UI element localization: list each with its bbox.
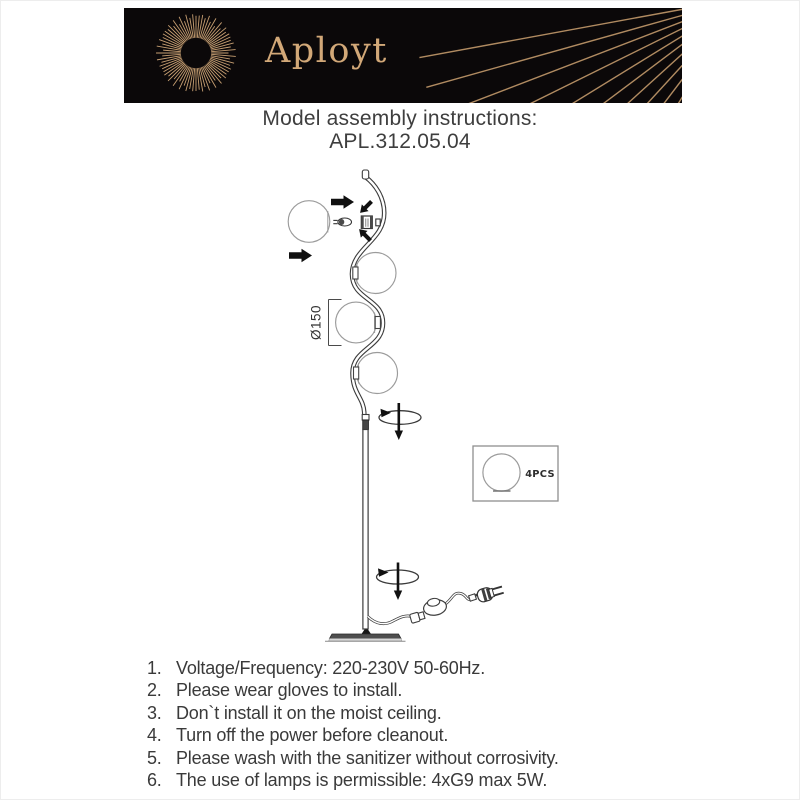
glass-sphere <box>353 253 396 294</box>
instruction-row <box>147 657 559 679</box>
instruction-number: 1. <box>147 658 162 678</box>
title-block <box>1 107 799 153</box>
install-arrow-icon <box>331 195 354 209</box>
g9-bulb-icon <box>333 218 351 226</box>
instruction-text: Please wear gloves to install. <box>176 680 403 701</box>
dimension-label: Ø150 <box>308 304 324 341</box>
parts-box <box>473 446 558 501</box>
logo-sunburst-icon <box>156 14 236 91</box>
instruction-number: 2. <box>147 680 162 701</box>
power-plug <box>476 583 505 603</box>
instructions-list <box>147 657 559 791</box>
instruction-text: Turn off the power before cleanout. <box>176 725 449 746</box>
stem-joint <box>362 415 369 430</box>
parts-count-label: 4PCS <box>525 469 555 480</box>
instruction-text: Please wash with the sanitizer without corrosivity. <box>176 747 559 768</box>
lamp-socket <box>361 216 380 229</box>
instruction-row <box>147 679 559 701</box>
instruction-number: 4. <box>147 725 162 746</box>
corner-rays-decoration <box>419 8 682 103</box>
brand-banner <box>124 8 682 103</box>
foot-switch <box>422 596 448 617</box>
assembly-diagram <box>256 164 571 649</box>
instruction-row <box>147 724 559 746</box>
detached-glass-sphere <box>288 201 330 243</box>
instruction-text: Don`t install it on the moist ceiling. <box>176 702 442 723</box>
snap-arrow-icon <box>357 198 375 216</box>
instruction-number: 5. <box>147 747 162 768</box>
floor-base <box>325 630 406 642</box>
instruction-number: 6. <box>147 770 162 791</box>
glass-sphere <box>354 353 398 394</box>
rotation-arrow-icon <box>377 563 419 601</box>
instruction-row <box>147 769 559 791</box>
brand-logo-text: Aployt <box>265 31 388 71</box>
instruction-text: Voltage/Frequency: 220-230V 50-60Hz. <box>176 658 486 678</box>
page-title: Model assembly instructions: <box>262 107 538 130</box>
glass-sphere <box>336 302 381 343</box>
lamp-pole <box>363 430 368 630</box>
instruction-text: The use of lamps is permissible: 4xG9 max 5W. <box>176 770 548 791</box>
instruction-row <box>147 747 559 769</box>
banner-decoration <box>124 8 682 103</box>
rotation-arrow-icon <box>379 403 421 440</box>
install-arrow-icon <box>289 249 312 263</box>
instruction-number: 3. <box>147 702 162 723</box>
instruction-row <box>147 702 559 724</box>
model-number: APL.312.05.04 <box>329 130 471 153</box>
